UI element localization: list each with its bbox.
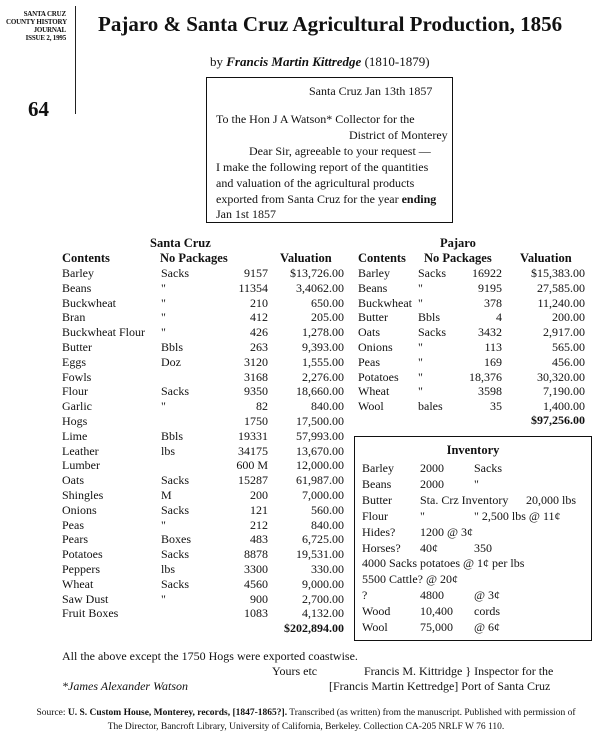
inventory-cell: @ 3¢ <box>474 588 501 603</box>
cell-unit: Bbls <box>161 428 184 443</box>
cell-unit: " <box>418 280 423 295</box>
letter-line <box>216 192 436 208</box>
cell-contents: Eggs <box>62 354 86 369</box>
cell-contents: Buckwheat Flour <box>62 325 145 340</box>
table-row <box>62 518 352 534</box>
cell-contents: Peas <box>62 517 84 532</box>
cell-contents: Leather <box>62 443 99 458</box>
cell-contents: Peppers <box>62 562 100 576</box>
table-row <box>358 384 588 400</box>
cell-valuation: 12,000.00 <box>296 458 344 473</box>
cell-valuation: 7,000.00 <box>302 488 344 502</box>
letter-line: I make the following report of the quantities <box>216 160 429 174</box>
cell-contents: Fruit Boxes <box>62 606 119 621</box>
cell-valuation: 840.00 <box>311 517 344 532</box>
cell-count: 600 M <box>236 458 268 473</box>
cell-contents: Saw Dust <box>62 591 109 606</box>
inventory-cell: Hides? <box>362 524 396 539</box>
cell-unit: Bbls <box>418 310 441 325</box>
table-row <box>358 325 588 341</box>
cell-contents: Barley <box>358 266 390 280</box>
inventory-cell: 4800 <box>420 588 444 603</box>
inventory-cell: Sta. Crz Inventory <box>420 492 509 507</box>
cell-contents: Garlic <box>62 399 92 414</box>
cell-unit: " <box>418 295 423 310</box>
cell-count: 82 <box>256 399 268 414</box>
cell-valuation: 205.00 <box>311 310 344 325</box>
inventory-cell: ? <box>362 588 368 603</box>
cell-unit: " <box>161 295 166 310</box>
inventory-cell: 75,000 <box>420 620 453 634</box>
cell-unit: " <box>161 325 166 340</box>
letter-line: District of Monterey <box>349 128 448 142</box>
cell-count: 35 <box>490 399 502 414</box>
letter-date: Santa Cruz Jan 13th 1857 <box>309 84 433 98</box>
inventory-title: Inventory <box>446 443 500 457</box>
pajaro-total: $97,256.00 <box>531 413 585 427</box>
table-row <box>62 488 352 504</box>
inventory-cell: Sacks <box>474 461 502 475</box>
cell-count: 3120 <box>244 354 268 369</box>
cell-count: 19331 <box>238 428 268 443</box>
cell-unit: Sacks <box>418 325 446 340</box>
inventory-row <box>362 541 586 557</box>
table-row <box>62 310 352 326</box>
table-row <box>358 355 588 371</box>
cell-count: 378 <box>484 295 502 310</box>
inventory-cell: 5500 Cattle? @ 20¢ <box>362 572 459 587</box>
cell-count: 212 <box>250 517 268 532</box>
cell-contents: Butter <box>62 340 92 354</box>
cell-unit: Sacks <box>161 384 189 399</box>
cell-valuation: 200.00 <box>552 310 585 325</box>
inventory-row <box>362 556 586 572</box>
cell-count: 16922 <box>472 266 502 280</box>
closing: Yours etc <box>272 664 318 678</box>
pajaro-header-contents: Contents <box>358 251 406 265</box>
journal-masthead <box>6 10 66 42</box>
cell-count: 412 <box>250 310 268 325</box>
masthead-divider <box>75 6 76 114</box>
cell-count: 169 <box>484 354 502 369</box>
letter-line: and valuation of the agricultural products <box>216 176 415 190</box>
inventory-cell: cords <box>474 604 500 619</box>
byline-prefix: by <box>210 54 223 69</box>
cell-contents: Onions <box>62 502 97 517</box>
table-row <box>62 414 352 430</box>
cell-contents: Beans <box>62 280 92 295</box>
cell-valuation: 9,000.00 <box>302 576 344 591</box>
inventory-cell: 4000 Sacks potatoes @ 1¢ per lbs <box>362 556 525 571</box>
cell-contents: Wool <box>358 399 384 414</box>
masthead-line: ISSUE 2, 1995 <box>25 34 66 42</box>
footnote: *James Alexander Watson <box>62 679 188 693</box>
cell-unit: " <box>161 310 166 325</box>
cell-count: 9350 <box>244 384 268 399</box>
cell-count: 9157 <box>244 266 268 280</box>
letter-line: To the Hon J A Watson* Collector for the <box>216 112 415 126</box>
inventory-cell: 10,400 <box>420 604 453 619</box>
cell-unit: Sacks <box>161 547 189 562</box>
cell-unit: Doz <box>161 354 181 369</box>
cell-valuation: $13,726.00 <box>290 266 344 280</box>
table-row <box>62 355 352 371</box>
cell-valuation: 840.00 <box>311 399 344 414</box>
cell-unit: Sacks <box>161 502 189 517</box>
cell-valuation: 30,320.00 <box>537 369 585 384</box>
cell-count: 8878 <box>244 547 268 562</box>
inventory-cell: 40¢ <box>420 540 438 555</box>
cell-contents: Lumber <box>62 458 100 473</box>
inventory-cell: 350 <box>474 540 492 555</box>
cell-unit: " <box>418 354 423 369</box>
table-row <box>62 562 352 578</box>
inventory-row <box>362 509 586 525</box>
cell-count: 113 <box>484 340 502 354</box>
cell-contents: Potatoes <box>358 369 399 384</box>
cell-valuation: 18,660.00 <box>296 384 344 399</box>
table-row <box>62 503 352 519</box>
cell-unit: lbs <box>161 443 176 458</box>
cell-valuation: 7,190.00 <box>543 384 585 399</box>
cell-count: 3168 <box>244 369 268 384</box>
cell-count: 483 <box>250 532 268 547</box>
inventory-cell: " <box>420 508 425 523</box>
cell-unit: " <box>418 340 423 354</box>
cell-contents: Peas <box>358 354 380 369</box>
cell-valuation: 3,4062.00 <box>296 280 344 295</box>
pajaro-header-valuation: Valuation <box>520 251 572 265</box>
byline-years: (1810-1879) <box>364 54 430 69</box>
cell-contents: Barley <box>62 266 94 280</box>
cell-count: 200 <box>250 488 268 502</box>
table-row <box>62 577 352 593</box>
masthead-line: COUNTY HISTORY <box>6 18 67 26</box>
cell-count: 3300 <box>244 562 268 576</box>
inventory-cell: " 2,500 lbs @ 11¢ <box>474 508 561 523</box>
santa-cruz-header-valuation: Valuation <box>280 251 332 265</box>
inventory-row <box>362 477 586 493</box>
cell-unit: lbs <box>161 562 176 576</box>
cell-valuation: 1,400.00 <box>543 399 585 414</box>
inventory-row <box>362 604 586 620</box>
letter-emphasis: ending <box>401 192 437 206</box>
cell-unit: " <box>161 280 166 295</box>
table-row <box>62 384 352 400</box>
table-row <box>62 325 352 341</box>
page-title: Pajaro & Santa Cruz Agricultural Production, 1856 <box>98 12 563 36</box>
cell-contents: Buckwheat <box>358 295 412 310</box>
cell-valuation: 4,132.00 <box>302 606 344 621</box>
cell-count: 121 <box>250 502 268 517</box>
cell-count: 4 <box>496 310 502 325</box>
cell-contents: Wheat <box>358 384 390 399</box>
cell-count: 1083 <box>244 606 268 621</box>
cell-valuation: 17,500.00 <box>296 414 344 428</box>
inventory-cell: Beans <box>362 476 392 491</box>
cell-contents: Bran <box>62 310 86 325</box>
cell-valuation: 2,276.00 <box>302 369 344 384</box>
table-row <box>358 340 588 356</box>
cell-valuation: 57,993.00 <box>296 428 344 443</box>
table-row <box>358 370 588 386</box>
inventory-cell: " <box>474 476 479 491</box>
cell-valuation: 565.00 <box>552 340 585 354</box>
cell-count: 210 <box>250 295 268 310</box>
cell-valuation: 2,700.00 <box>302 591 344 606</box>
cell-unit: Sacks <box>418 266 446 280</box>
cell-contents: Potatoes <box>62 547 103 562</box>
cell-contents: Wheat <box>62 576 94 591</box>
letter-box <box>206 77 453 223</box>
table-row <box>62 266 352 282</box>
cell-contents: Oats <box>358 325 380 340</box>
inventory-row <box>362 461 586 477</box>
page-number: 64 <box>28 97 49 121</box>
masthead-line: SANTA CRUZ <box>23 10 66 18</box>
cell-count: 15287 <box>238 473 268 488</box>
cell-count: 11354 <box>238 280 268 295</box>
cell-contents: Pears <box>62 532 88 547</box>
pajaro-header-packages: No Packages <box>424 251 492 265</box>
cell-valuation: 9,393.00 <box>302 340 344 354</box>
table-row <box>62 592 352 608</box>
cell-valuation: 1,555.00 <box>302 354 344 369</box>
pajaro-title: Pajaro <box>440 236 476 250</box>
table-row <box>62 281 352 297</box>
table-row <box>358 310 588 326</box>
inventory-cell: 2000 <box>420 476 444 491</box>
cell-contents: Lime <box>62 428 88 443</box>
cell-valuation: 61,987.00 <box>296 473 344 488</box>
letter-line: Dear Sir, agreeable to your request — <box>249 144 431 158</box>
source-title: U. S. Custom House, Monterey, records, [1847-1865?]. <box>67 708 288 718</box>
cell-unit: Sacks <box>161 266 189 280</box>
cell-valuation: $15,383.00 <box>531 266 585 280</box>
cell-unit: Boxes <box>161 532 191 547</box>
cell-valuation: 2,917.00 <box>543 325 585 340</box>
cell-contents: Fowls <box>62 369 92 384</box>
cell-unit: Sacks <box>161 473 189 488</box>
cell-unit: bales <box>418 399 443 414</box>
cell-unit: " <box>161 517 166 532</box>
cell-valuation: 1,278.00 <box>302 325 344 340</box>
santa-cruz-header-packages: No Packages <box>160 251 228 265</box>
cell-contents: Onions <box>358 340 393 354</box>
cell-count: 900 <box>250 591 268 606</box>
cell-contents: Butter <box>358 310 388 325</box>
cell-count: 426 <box>250 325 268 340</box>
cell-unit: Bbls <box>161 340 184 354</box>
santa-cruz-header-contents: Contents <box>62 251 110 265</box>
inventory-cell: Horses? <box>362 540 401 555</box>
cell-valuation: 19,531.00 <box>296 547 344 562</box>
table-row <box>62 399 352 415</box>
cell-unit: Sacks <box>161 576 189 591</box>
table-row <box>62 532 352 548</box>
inventory-cell: Barley <box>362 461 394 475</box>
cell-unit: " <box>418 384 423 399</box>
table-row <box>62 429 352 445</box>
inventory-row <box>362 620 586 636</box>
inventory-cell: 2000 <box>420 461 444 475</box>
letter-text: exported from Santa Cruz for the year <box>216 192 399 206</box>
table-row <box>62 458 352 474</box>
inventory-row <box>362 493 586 509</box>
table-row <box>358 281 588 297</box>
source-label: Source: <box>36 708 66 718</box>
inventory-cell: Butter <box>362 492 392 507</box>
cell-valuation: 650.00 <box>311 295 344 310</box>
cell-count: 18,376 <box>469 369 502 384</box>
cell-unit: M <box>161 488 172 502</box>
footer-note: All the above except the 1750 Hogs were exported coastwise. <box>62 649 358 663</box>
cell-count: 3432 <box>478 325 502 340</box>
byline <box>210 54 430 70</box>
cell-count: 1750 <box>244 414 268 428</box>
cell-valuation: 6,725.00 <box>302 532 344 547</box>
inventory-box <box>354 436 592 641</box>
cell-unit: " <box>161 591 166 606</box>
inventory-cell: Wool <box>362 620 388 634</box>
cell-contents: Oats <box>62 473 84 488</box>
cell-count: 9195 <box>478 280 502 295</box>
table-row <box>62 340 352 356</box>
inventory-cell: 20,000 lbs <box>526 492 577 507</box>
table-row <box>62 547 352 563</box>
inventory-cell: Flour <box>362 508 389 523</box>
santa-cruz-title: Santa Cruz <box>150 236 211 250</box>
byline-author: Francis Martin Kittredge <box>226 54 362 69</box>
inventory-row <box>362 588 586 604</box>
source-citation <box>36 706 576 734</box>
inventory-row <box>362 525 586 541</box>
masthead-line: JOURNAL <box>33 26 66 34</box>
inventory-cell: @ 6¢ <box>474 620 501 634</box>
cell-contents: Buckwheat <box>62 295 116 310</box>
inventory-row <box>362 572 586 588</box>
cell-valuation: 13,670.00 <box>296 443 344 458</box>
cell-valuation: 560.00 <box>311 502 344 517</box>
cell-contents: Hogs <box>62 414 88 428</box>
cell-valuation: 11,240.00 <box>537 295 585 310</box>
inventory-cell: 1200 @ 3¢ <box>420 524 474 539</box>
santa-cruz-total: $202,894.00 <box>284 621 344 635</box>
cell-valuation: 330.00 <box>311 562 344 576</box>
cell-count: 3598 <box>478 384 502 399</box>
cell-valuation: 27,585.00 <box>537 280 585 295</box>
table-row <box>62 444 352 460</box>
cell-count: 4560 <box>244 576 268 591</box>
cell-contents: Shingles <box>62 488 104 502</box>
table-row <box>62 606 352 622</box>
cell-valuation: 456.00 <box>552 354 585 369</box>
source-text: Transcribed (as written) from the manuscript. Published with permission of The Director, Bancroft Library, University of California, Berkeley. Collection CA-205 NRLF W 76 110. <box>107 708 576 732</box>
signature-line: Francis M. Kittridge } Inspector for the <box>364 664 554 678</box>
cell-count: 34175 <box>238 443 268 458</box>
table-row <box>62 473 352 489</box>
cell-count: 263 <box>250 340 268 354</box>
table-row <box>62 370 352 386</box>
table-row <box>358 296 588 312</box>
signature-line: [Francis Martin Kettredge] Port of Santa Cruz <box>329 679 551 693</box>
table-row <box>358 266 588 282</box>
cell-contents: Beans <box>358 280 388 295</box>
letter-line: Jan 1st 1857 <box>216 207 276 221</box>
inventory-cell: Wood <box>362 604 391 619</box>
table-row <box>62 296 352 312</box>
cell-unit: " <box>418 369 423 384</box>
cell-unit: " <box>161 399 166 414</box>
cell-contents: Flour <box>62 384 89 399</box>
